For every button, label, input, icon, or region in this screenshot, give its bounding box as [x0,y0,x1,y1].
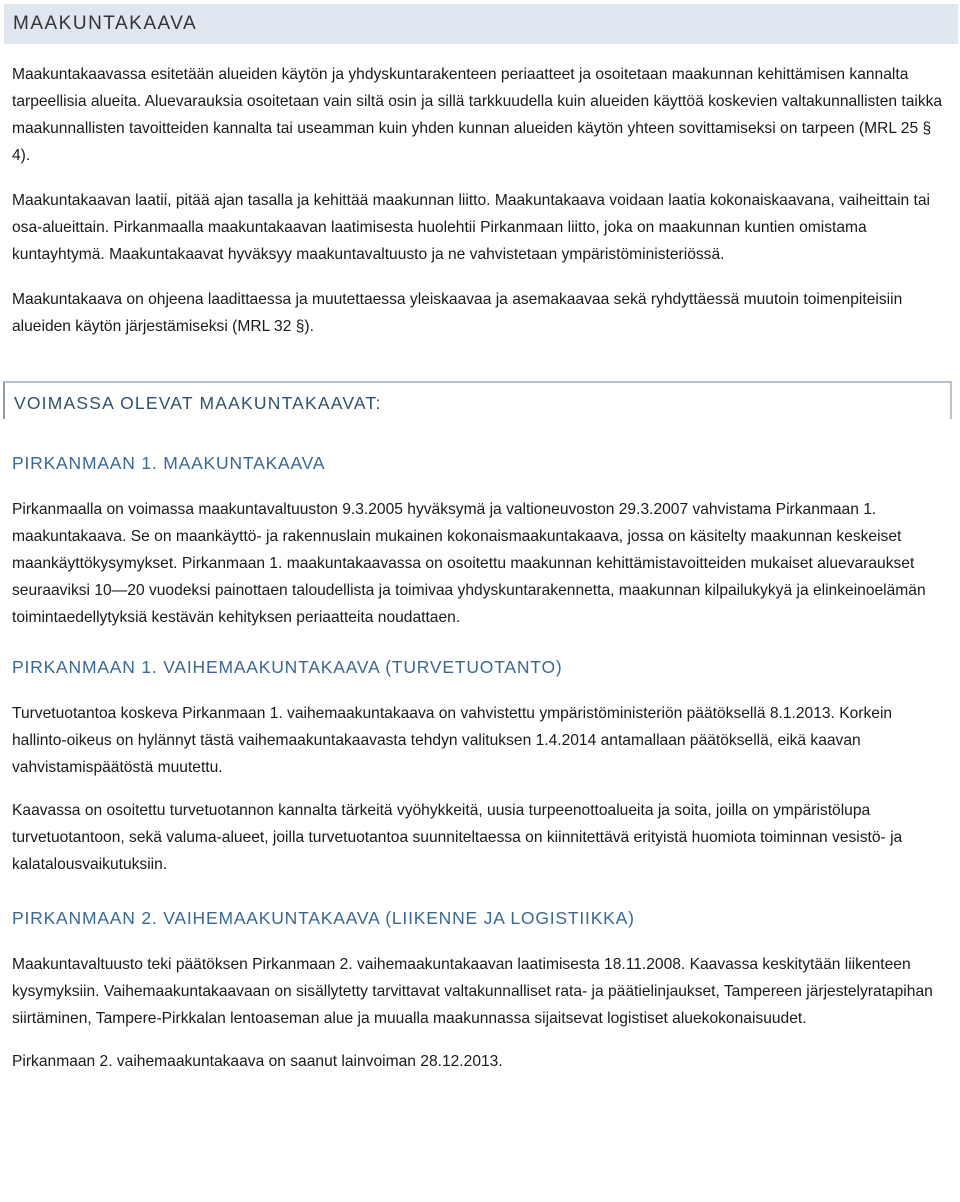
section-heading: VOIMASSA OLEVAT MAAKUNTAKAAVAT: [14,393,382,413]
title-bar [4,4,958,44]
subsection-3-paragraph-1: Maakuntavaltuusto teki päätöksen Pirkanmaan 2. vaihemaakuntakaavan laatimisesta 18.11.2008. Kaavassa keskitytään liikenteen kysymyksiin. Vaihemaakuntakaavaan on sisällytetty tarvittavat valtakunnalliset rata- ja päätielinjaukset, Tampereen järjestelyratapihan siirtäminen, Tampere-Pirkkalan lentoaseman alue ja muualla maakunnassa sijaitsevat logistiset aluekokonaisuudet. [12,956,933,1027]
intro-paragraph-3: Maakuntakaava on ohjeena laadittaessa ja muutettaessa yleiskaavaa ja asemakaavaa sekä ryhdyttäessä muutoin toimenpiteisiin alueiden käytön järjestämiseksi (MRL 32 §). [12,291,903,335]
subsection-2-paragraph-2: Kaavassa on osoitettu turvetuotannon kannalta tärkeitä vyöhykkeitä, uusia turpeenottoalueita ja soita, joilla on ympäristölupa turvetuotantoon, sekä valuma-alueet, joilla turvetuotantoa suunniteltaessa on kiinnitettävä erityistä huomiota toiminnan vesistö- ja kalatalousvaikutuksiin. [12,802,903,873]
page-title: MAAKUNTAKAAVA [13,13,198,34]
subsection-heading-3: PIRKANMAAN 2. VAIHEMAAKUNTAKAAVA (LIIKENNE JA LOGISTIIKKA) [12,908,635,928]
section-heading-box [3,381,952,419]
intro-paragraph-2: Maakuntakaavan laatii, pitää ajan tasalla ja kehittää maakunnan liitto. Maakuntakaava voidaan laatia kokonaiskaavana, vaiheittain tai osa-alueittain. Pirkanmaalla maakuntakaavan laatimisesta huolehtii Pirkanmaan liitto, joka on maakunnan kuntien omistama kuntayhtymä. Maakuntakaavat hyväksyy maakuntavaltuusto ja ne vahvistetaan ympäristöministeriössä. [12,192,931,263]
intro-paragraph-1: Maakuntakaavassa esitetään alueiden käytön ja yhdyskuntarakenteen periaatteet ja osoitetaan maakunnan kehittämisen kannalta tarpeellisia alueita. Aluevarauksia osoitetaan vain siltä osin ja sillä tarkkuudella kuin alueiden käyttöä koskevien valtakunnallisten taikka maakunnallisten tavoitteiden kannalta tai useamman kuin yhden kunnan alueiden käytön yhteen sovittamiseksi on tarpeen (MRL 25 § 4). [12,66,943,164]
document-body [0,61,960,1075]
subsection-2-paragraph-1: Turvetuotantoa koskeva Pirkanmaan 1. vaihemaakuntakaava on vahvistettu ympäristöministeriön päätöksellä 8.1.2013. Korkein hallinto-oikeus on hylännyt tästä vaihemaakuntakaavasta tehdyn valituksen 1.4.2014 antamallaan päätöksellä, eikä kaavan vahvistamispäätöstä muutettu. [12,705,893,776]
subsection-heading-2: PIRKANMAAN 1. VAIHEMAAKUNTAKAAVA (TURVETUOTANTO) [12,657,563,677]
subsection-heading-1: PIRKANMAAN 1. MAAKUNTAKAAVA [12,453,326,473]
subsection-1-paragraph-1: Pirkanmaalla on voimassa maakuntavaltuuston 9.3.2005 hyväksymä ja valtioneuvoston 29.3.2007 vahvistama Pirkanmaan 1. maakuntakaava. Se on maankäyttö- ja rakennuslain mukainen kokonaismaakuntakaava, jossa on käsitelty maakunnan keskeiset maankäyttökysymykset. Pirkanmaan 1. maakuntakaavassa on osoitettu maakunnan kehittämistavoitteiden mukaiset aluevaraukset seuraaviksi 10―20 vuodeksi painottaen taloudellista ja toimivaa yhdyskuntarakennetta, maakunnan kilpailukykyä ja elinkeinoelämän toimintaedellytyksiä kestävän kehityksen periaatteita noudattaen. [12,501,926,626]
subsection-3-paragraph-2: Pirkanmaan 2. vaihemaakuntakaava on saanut lainvoiman 28.12.2013. [12,1053,503,1070]
